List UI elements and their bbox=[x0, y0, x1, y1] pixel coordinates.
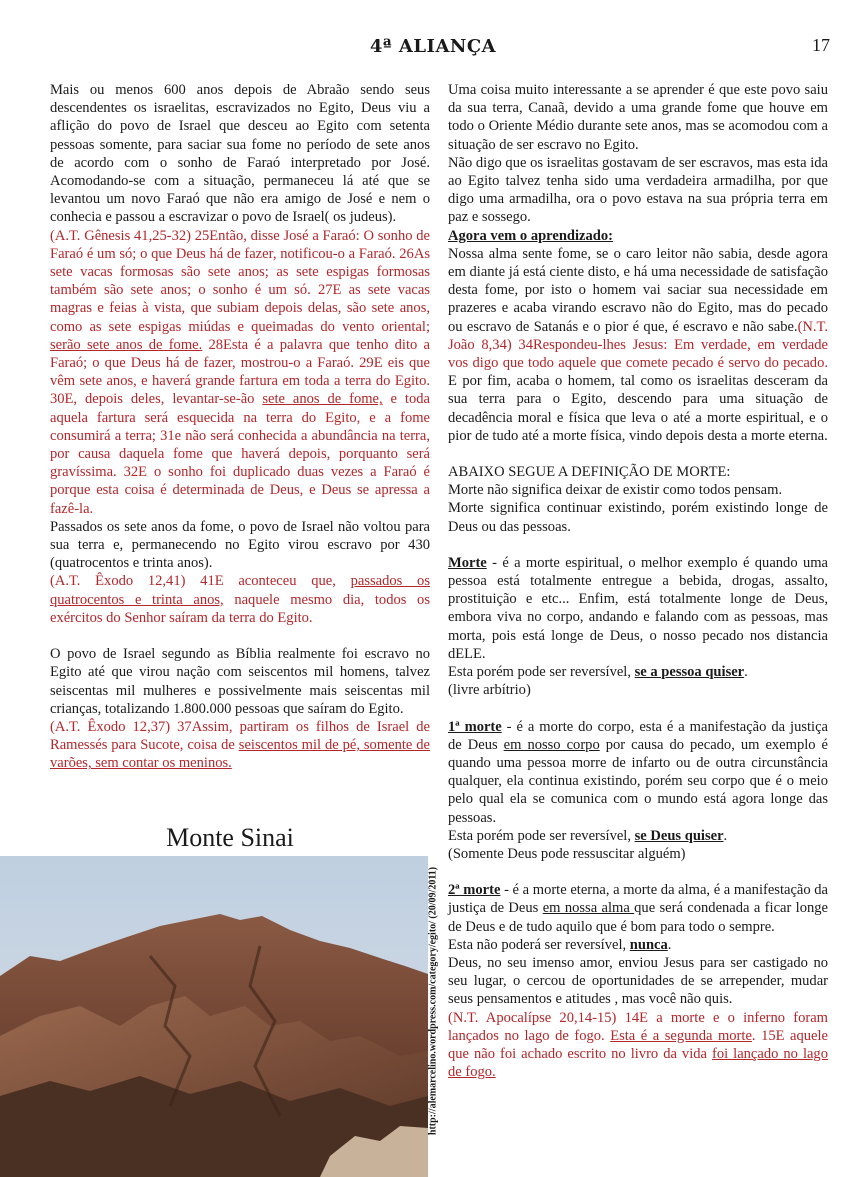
reversibility-line: Esta porém pode ser reversível, se a pessoa quiser. bbox=[448, 664, 748, 681]
image-credit: http://alemarcelino.wordpress.com/category/egito/ (20/09/2011) bbox=[427, 866, 439, 1136]
definition-line: Morte não significa deixar de existir como todos pensam. bbox=[448, 482, 783, 499]
paragraph: Deus, no seu imenso amor, enviou Jesus para ser castigado no seu lugar, o cercou de oportunidades de se arrepender, mudar seus pensamentos e atitudes , mas você não quis. bbox=[448, 954, 828, 1008]
left-column bbox=[50, 81, 430, 773]
page-number: 17 bbox=[812, 35, 830, 55]
reversibility-line: Esta porém pode ser reversível, se Deus quiser. bbox=[448, 827, 728, 844]
note-line: (Somente Deus pode ressuscitar alguém) bbox=[448, 845, 686, 862]
paragraph: Mais ou menos 600 anos depois de Abraão sendo seus descendentes os israelitas, escravizados no Egito, Deus viu a aflição do povo de Israel que desceu ao Egito com setenta pessoas somente, para saciar sua fome no período de sete anos de acordo com o sonho de Faraó interpretado por José. Acomodando-se com a situação, permaneceu lá até que se levantou um novo Faraó que não era amigo de José e nem o conhecia e passou a escravizar o povo de Israel( os judeus). bbox=[50, 82, 430, 226]
paragraph: Nossa alma sente fome, se o caro leitor não sabia, desde agora em diante já está ciente disto, e há uma necessidade de satisfação desta fome, por isto o homem vai saciar sua necessidade em prazeres e acaba virando escravo não do Egito, mas do pecado ou escravo de Satanás e o pior é que, é escravo e não sabe.(N.T. João 8,34) 34Respondeu-lhes Jesus: Em verdade, em verdade vos digo que todo aquele que comete pecado é servo do pecado. E por fim, acaba o homem, tal como os israelitas desceram da sua terra para o Egito, descendo para uma situação de decadência moral e física que leva o até a morte espiritual, e o pior de tudo até a morte física, vindo depois desta a morte eterna. bbox=[448, 245, 828, 444]
paragraph: Passados os sete anos da fome, o povo de Israel não voltou para sua terra e, permanecendo no Egito virou escravo por 430 (quatrocentos e trinta anos). bbox=[50, 518, 430, 572]
scripture-quote: (A.T. Êxodo 12,37) 37Assim, partiram os filhos de Israel de Ramessés para Sucote, coisa de seiscentos mil de pé, somente de varões, sem contar os meninos. bbox=[50, 718, 430, 772]
mount-sinai-photo bbox=[0, 856, 428, 1177]
reversibility-line: Esta não poderá ser reversível, nunca. bbox=[448, 936, 672, 953]
right-column bbox=[448, 81, 828, 1081]
section-heading: Agora vem o aprendizado: bbox=[448, 227, 613, 244]
scripture-quote: (N.T. João 8,34) 34Respondeu-lhes Jesus: Em verdade, em verdade vos digo que todo aquele que comete pecado é servo do pecado. bbox=[448, 318, 828, 372]
page-header-title: 4ª ALIANÇA bbox=[369, 36, 497, 57]
paragraph: Uma coisa muito interessante a se aprender é que este povo saiu da sua terra, Canaã, devido a uma grande fome que houve em todo o Oriente Médio durante sete anos, mas se acomodou com a situação de ser escravo no Egito. bbox=[448, 82, 828, 153]
scripture-quote: (N.T. Apocalípse 20,14-15) 14E a morte e o inferno foram lançados no lago de fogo. Esta é a segunda morte. 15E aquele que não foi achado escrito no livro da vida foi lançado no lago de fogo. bbox=[448, 1009, 829, 1081]
paragraph: Não digo que os israelitas gostavam de ser escravos, mas esta ida ao Egito talvez tenha sido uma verdadeira armadilha, por que digo uma armadilha, ora o povo estava na sua própria terra em paz e sossego. bbox=[448, 154, 828, 226]
death-definition-second: 2ª morte - é a morte eterna, a morte da alma, é a manifestação da justiça de Deus em nossa alma que será condenada a ficar longe de Deus e de tudo aquilo que é bom para todo o sempre. bbox=[448, 882, 829, 935]
scripture-quote: (A.T. Gênesis 41,25-32) 25Então, disse José a Faraó: O sonho de Faraó é um só; o que Deus há de fazer, notificou-o a Faraó. 26As sete vacas formosas são sete anos; as sete espigas formosas também são sete anos; o sonho é um só. 27E as sete vacas magras e feias à vista, que subiam depois delas, são sete anos, como as sete espigas miúdas e queimadas do vento oriental; serão sete anos de fome. 28Esta é a palavra que tenho dito a Faraó; o que Deus há de fazer, mostrou-o a Faraó. 29E eis que vêm sete anos, e haverá grande fartura em toda a terra do Egito. 30E, depois deles, levantar-se-ão sete anos de fome, e toda aquela fartura será esquecida na terra do Egito, e a fome consumirá a terra; 31e não será conhecida a abundância na terra, por causa daquela fome que haverá depois, porquanto será gravíssima. 32E o sonho foi duplicado duas vezes a Faraó é porque esta coisa é determinada de Deus, e Deus se apressa a fazê-la. bbox=[50, 227, 430, 517]
image-title: Monte Sinai bbox=[166, 823, 294, 852]
scripture-quote: (A.T. Êxodo 12,41) 41E aconteceu que, passados os quatrocentos e trinta anos, naquele mesmo dia, todos os exércitos do Senhor saíram da terra do Egito. bbox=[50, 573, 430, 626]
definition-heading: ABAIXO SEGUE A DEFINIÇÃO DE MORTE: bbox=[448, 464, 731, 481]
definition-line: Morte significa continuar existindo, porém existindo longe de Deus ou das pessoas. bbox=[448, 500, 828, 535]
paragraph: O povo de Israel segundo as Bíblia realmente foi escravo no Egito até que virou nação com seiscentos mil homens, talvez seiscentas mil mulheres e possivelmente mais seiscentas mil crianças, totalizando 1.800.000 pessoas que saíram do Egito. bbox=[50, 646, 430, 717]
death-definition-first: 1ª morte - é a morte do corpo, esta é a manifestação da justiça de Deus em nosso corpo por causa do pecado, um exemplo é quando uma pessoa morre de infarto ou de outra circunstância qualquer, ela continua existindo, porém seu corpo que é o meio pelo qual ela se comunica com o mundo está agora longe das pessoas. bbox=[448, 718, 828, 826]
note-line: (livre arbítrio) bbox=[448, 682, 531, 699]
death-definition-spiritual: Morte - é a morte espiritual, o melhor exemplo é quando uma pessoa está totalmente entregue a bebida, drogas, assalto, prostituição e etc... Enfim, está totalmente longe de Deus, embora viva no corpo, andando e falando com as pessoas, mas morta, pois está longe de Deus, o nosso pecado nos distancia dELE. bbox=[448, 554, 828, 662]
